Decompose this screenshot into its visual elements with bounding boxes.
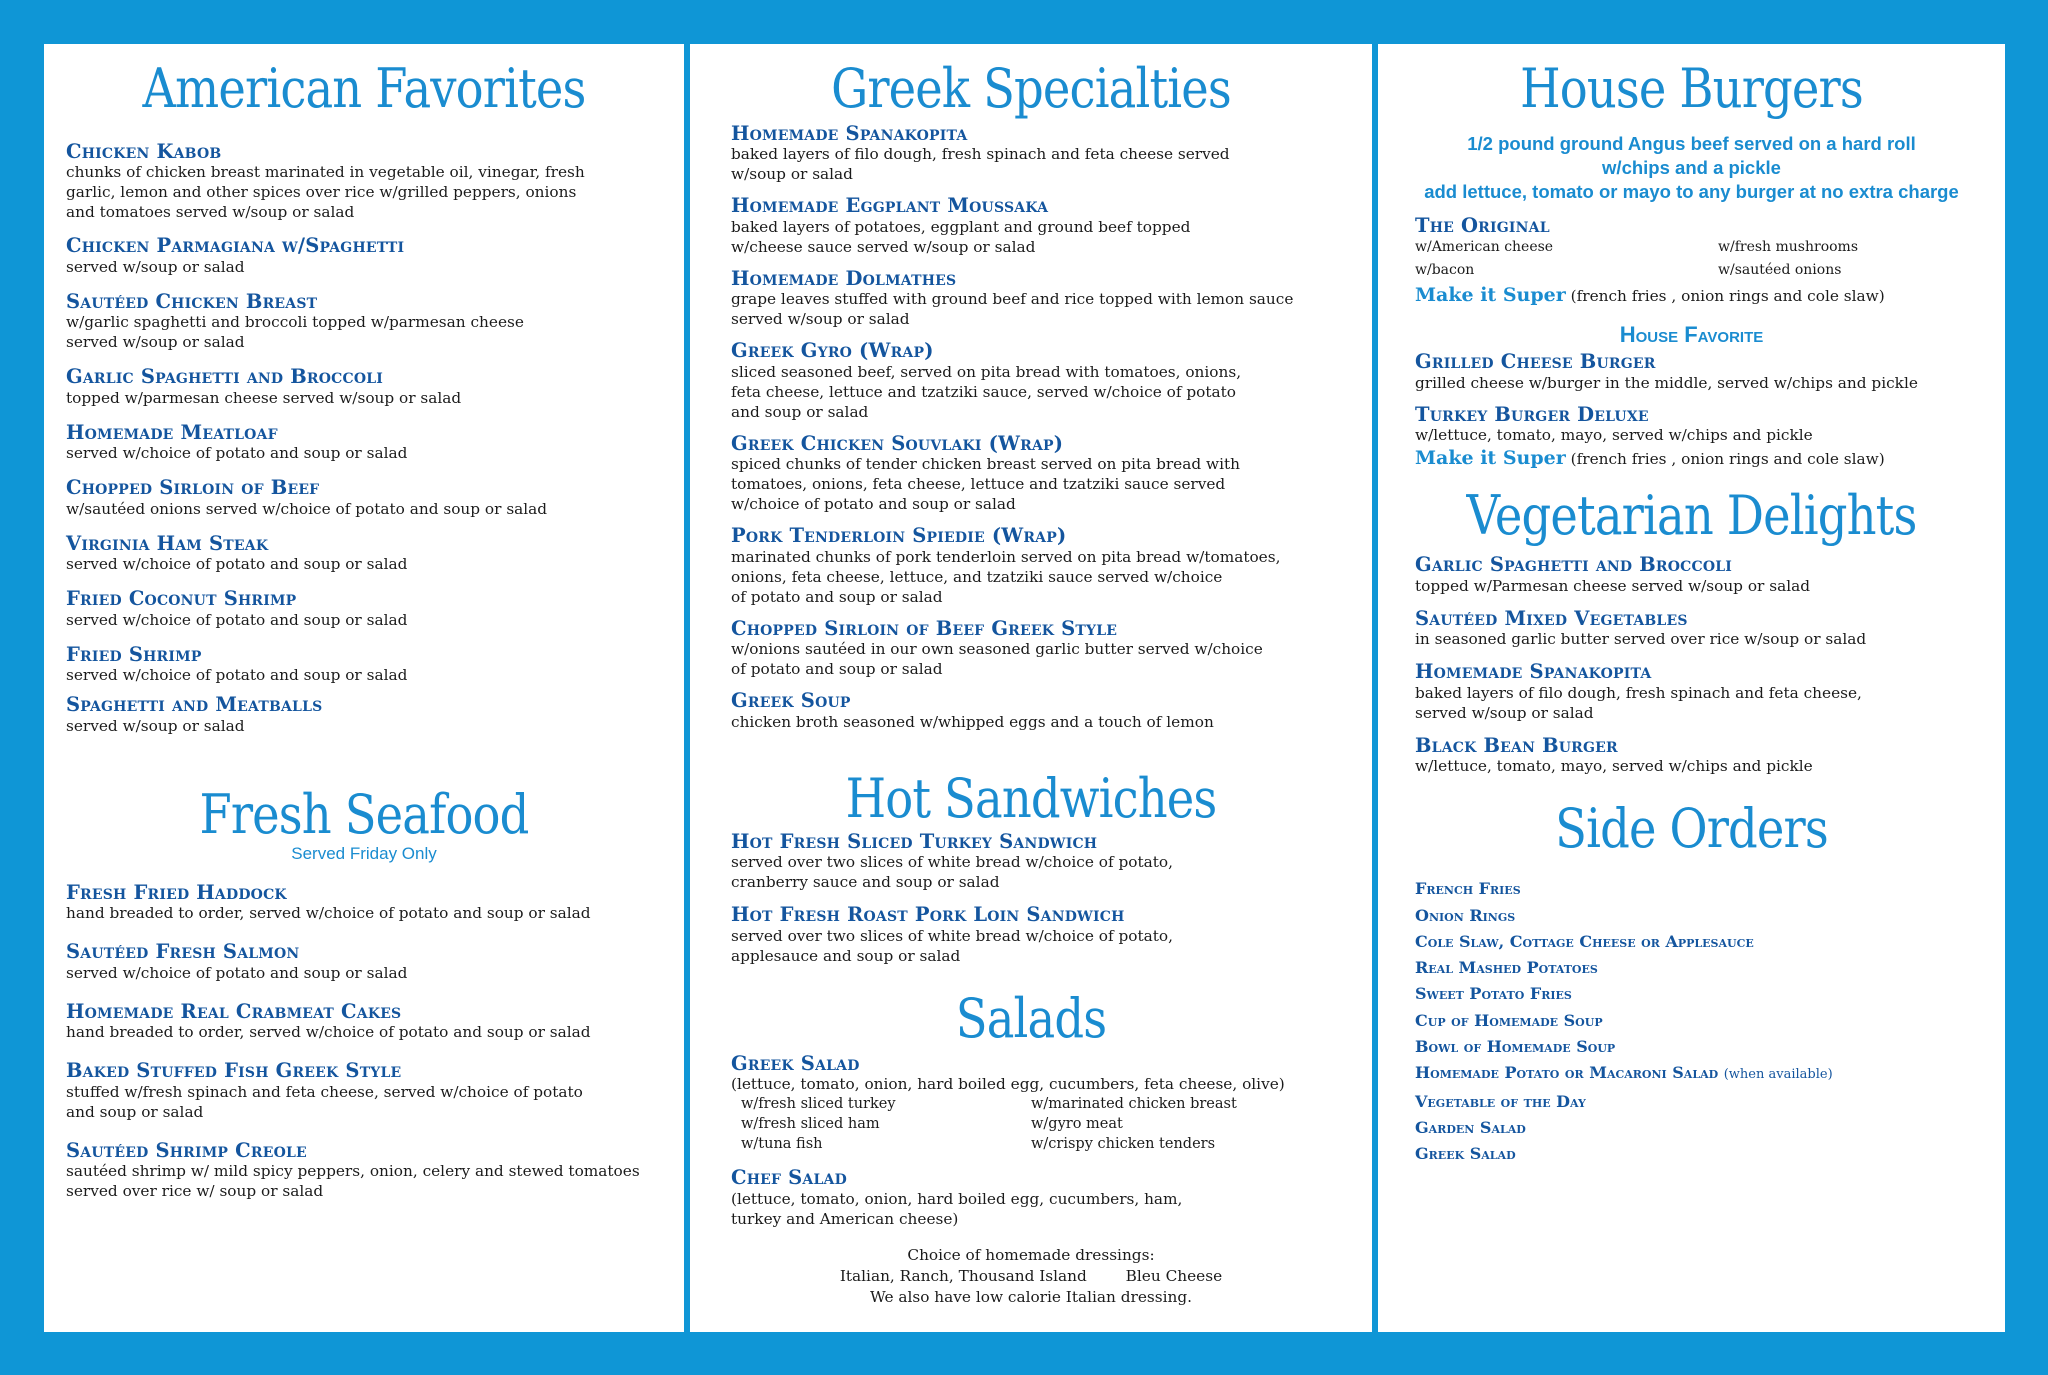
menu-item-description: sliced seasoned beef, served on pita bread with tomatoes, onions, feta cheese, lettuce and tzatziki sauce, served w/choice of potato and soup or salad	[731, 362, 1242, 421]
menu-item-description: served w/soup or salad	[66, 716, 245, 735]
menu-item	[1415, 733, 2005, 776]
menu-item	[1415, 402, 2005, 445]
menu-item-description: chunks of chicken breast marinated in vegetable oil, vinegar, fresh garlic, lemon and other spices over rice w/grilled peppers, onions and tomatoes served w/soup or salad	[66, 163, 585, 222]
menu-item-description: w/lettuce, tomato, mayo, served w/chips and pickle	[1415, 757, 1813, 776]
menu-item	[66, 1061, 684, 1121]
chef-salad-name: Chef Salad	[731, 1166, 847, 1190]
seafood-served-note: Served Friday Only	[291, 843, 437, 863]
menu-item	[1415, 352, 2005, 392]
side-order-item: Vegetable of the Day	[1415, 1091, 1586, 1111]
menu-item-name: Chopped Sirloin of Beef Greek Style	[731, 616, 1118, 640]
side-order-item: Onion Rings	[1415, 905, 1516, 925]
menu-item	[731, 266, 1372, 329]
menu-panel-center	[690, 44, 1372, 1332]
menu-item-name: Garlic Spaghetti and Broccoli	[1415, 553, 1733, 577]
make-it-super-line	[1415, 447, 2005, 469]
menu-item-description: marinated chunks of pork tenderloin served on pita bread w/tomatoes, onions, feta cheese, lettuce, and tzatziki sauce served w/choice of potato and soup or salad	[731, 547, 1281, 606]
house-burgers-title: House Burgers	[1520, 57, 1863, 120]
salad-option: w/gyro meat	[1031, 1116, 1123, 1133]
side-orders-list	[1415, 876, 2005, 1167]
menu-item-description: grape leaves stuffed with ground beef and rice topped with lemon sauce served w/soup or salad	[731, 290, 1294, 329]
menu-item-description: baked layers of potatoes, eggplant and ground beef topped w/cheese sauce served w/soup or salad	[731, 217, 1191, 256]
salad-option: w/crispy chicken tenders	[1031, 1136, 1216, 1153]
burger-option: w/American cheese	[1415, 239, 1554, 256]
make-it-super-label: Make it Super	[1415, 447, 1566, 470]
menu-item-name: Baked Stuffed Fish Greek Style	[66, 1059, 402, 1083]
menu-item-description: topped w/Parmesan cheese served w/soup or salad	[1415, 576, 1811, 595]
burger-option: w/sautéed onions	[1718, 262, 1842, 279]
menu-item	[66, 478, 684, 518]
menu-item-description: served w/choice of potato and soup or salad	[66, 555, 408, 574]
side-order-item: Cole Slaw, Cottage Cheese or Applesauce	[1415, 931, 1754, 951]
fresh-seafood-title: Fresh Seafood	[199, 782, 529, 846]
side-order-item: Greek Salad	[1415, 1144, 1516, 1164]
menu-item-name: Fresh Fried Haddock	[66, 880, 287, 904]
salad-option: w/fresh sliced ham	[741, 1116, 880, 1133]
menu-item-description: stuffed w/fresh spinach and feta cheese, served w/choice of potato and soup or salad	[66, 1082, 583, 1121]
menu-item-description: in seasoned garlic butter served over rice w/soup or salad	[1415, 630, 1867, 649]
menu-item	[66, 589, 684, 629]
menu-item-name: Black Bean Burger	[1415, 733, 1618, 757]
menu-item-name: Hot Fresh Sliced Turkey Sandwich	[731, 829, 1098, 853]
burger-option: w/bacon	[1415, 262, 1475, 279]
greek-salad-description: (lettuce, tomato, onion, hard boiled egg, cucumbers, feta cheese, olive)	[731, 1075, 1285, 1094]
menu-item-description: chicken broth seasoned w/whipped eggs and a touch of lemon	[731, 712, 1214, 731]
menu-item-name: Chicken Parmagiana w/Spaghetti	[66, 234, 405, 258]
side-order-item: French Fries	[1415, 879, 1521, 899]
make-it-super-text: (french fries , onion rings and cole slaw)	[1570, 450, 1885, 469]
menu-item	[731, 905, 1372, 965]
availability-note: (when available)	[1723, 1067, 1833, 1083]
menu-item	[66, 880, 684, 923]
menu-item-name: Pork Tenderloin Spiedie (Wrap)	[731, 524, 1067, 548]
side-order-item: Cup of Homemade Soup	[1415, 1010, 1603, 1030]
dressings-note: We also have low calorie Italian dressing.	[869, 1287, 1192, 1306]
menu-item	[66, 236, 684, 276]
menu-item	[66, 367, 684, 407]
menu-item	[731, 829, 1372, 892]
burgers-intro: 1/2 pound ground Angus beef served on a hard roll w/chips and a pickle add lettuce, tomato or mayo to any burger at no extra charge	[1424, 133, 1959, 202]
menu-item-description: hand breaded to order, served w/choice of potato and soup or salad	[66, 904, 591, 923]
salads-list	[731, 1051, 1372, 1308]
salad-option: w/tuna fish	[741, 1136, 823, 1153]
menu-item-name: Virginia Ham Steak	[66, 531, 269, 555]
seafood-list	[66, 880, 684, 1201]
menu-item-description: grilled cheese w/burger in the middle, served w/chips and pickle	[1415, 373, 1918, 392]
side-order-item: Garden Salad	[1415, 1117, 1526, 1137]
original-burger-options	[1415, 236, 2005, 282]
menu-item-name: Greek Gyro (Wrap)	[731, 339, 934, 363]
menu-item	[66, 142, 684, 222]
dressings-heading: Choice of homemade dressings:	[907, 1245, 1155, 1264]
menu-item-name: Garlic Spaghetti and Broccoli	[66, 365, 384, 389]
menu-item-name: Homemade Dolmathes	[731, 266, 957, 290]
menu-item-description: served w/choice of potato and soup or salad	[66, 963, 408, 982]
side-order-item: Sweet Potato Fries	[1415, 984, 1572, 1004]
american-favorites-title: American Favorites	[142, 57, 586, 120]
menu-item-description: spiced chunks of tender chicken breast served on pita bread with tomatoes, onions, feta cheese, lettuce and tzatziki sauce served w/choice of potato and soup or salad	[731, 455, 1240, 514]
menu-item	[66, 942, 684, 982]
menu-item-name: Homemade Real Crabmeat Cakes	[66, 999, 402, 1023]
menu-item-description: baked layers of filo dough, fresh spinach and feta cheese, served w/soup or salad	[1415, 683, 1862, 722]
menu-item-name: Fried Shrimp	[66, 642, 202, 666]
menu-item	[731, 526, 1372, 606]
side-orders-title: Side Orders	[1555, 797, 1828, 861]
menu-item-name: Hot Fresh Roast Pork Loin Sandwich	[731, 903, 1125, 927]
menu-item	[66, 695, 684, 735]
menu-item-name: Homemade Eggplant Moussaka	[731, 194, 1049, 218]
menu-item-name: Sautéed Mixed Vegetables	[1415, 606, 1688, 630]
menu-item	[66, 289, 684, 352]
menu-item-name: Homemade Spanakopita	[1415, 660, 1652, 684]
salad-option: w/marinated chicken breast	[1031, 1096, 1237, 1113]
menu-item-description: w/lettuce, tomato, mayo, served w/chips and pickle	[1415, 426, 1813, 445]
menu-item	[731, 431, 1372, 514]
greek-specialties-title: Greek Specialties	[831, 57, 1231, 120]
menu-panel-left	[44, 44, 684, 1332]
menu-item-name: Greek Chicken Souvlaki (Wrap)	[731, 431, 1064, 455]
salad-option: w/fresh sliced turkey	[741, 1096, 896, 1113]
house-favorite-list	[1415, 352, 2005, 469]
burger-option: w/fresh mushrooms	[1718, 239, 1859, 256]
menu-item	[731, 196, 1372, 256]
menu-item-description: served over two slices of white bread w/choice of potato, cranberry sauce and soup or salad	[731, 853, 1173, 892]
menu-item-description: baked layers of filo dough, fresh spinach and feta cheese served w/soup or salad	[731, 145, 1230, 184]
menu-item	[731, 341, 1372, 421]
chef-salad-description: (lettuce, tomato, onion, hard boiled egg, cucumbers, ham, turkey and American cheese)	[731, 1189, 1183, 1228]
menu-item-description: hand breaded to order, served w/choice of potato and soup or salad	[66, 1023, 591, 1042]
menu-item	[66, 642, 684, 685]
greek-salad-options	[731, 1094, 1372, 1154]
menu-item-name: Homemade Spanakopita	[731, 122, 968, 145]
hot-sandwiches-title: Hot Sandwiches	[845, 766, 1217, 830]
menu-item-name: Sautéed Chicken Breast	[66, 289, 318, 313]
greek-specialties-list	[731, 124, 1372, 732]
hot-sandwiches-list	[731, 829, 1372, 966]
menu-item-name: Chopped Sirloin of Beef	[66, 476, 320, 500]
vegetarian-delights-title: Vegetarian Delights	[1466, 484, 1917, 548]
side-order-item: Bowl of Homemade Soup	[1415, 1037, 1616, 1057]
menu-item-name: Spaghetti and Meatballs	[66, 693, 323, 717]
menu-item-name: Fried Coconut Shrimp	[66, 587, 297, 611]
menu-item-name: Sautéed Shrimp Creole	[66, 1138, 307, 1162]
menu-item-description: served over two slices of white bread w/choice of potato, applesauce and soup or salad	[731, 926, 1173, 965]
menu-item-description: w/sautéed onions served w/choice of potato and soup or salad	[66, 499, 548, 518]
menu-item	[66, 999, 684, 1042]
menu-item-name: Homemade Meatloaf	[66, 420, 278, 444]
menu-item	[66, 420, 684, 463]
menu-item-description: w/onions sautéed in our own seasoned garlic butter served w/choice of potato and soup or salad	[731, 640, 1263, 679]
menu-item-name: Chicken Kabob	[66, 140, 222, 163]
menu-item-name: Turkey Burger Deluxe	[1415, 402, 1649, 426]
side-order-label: Homemade Potato or Macaroni Salad	[1415, 1063, 1719, 1083]
menu-item-description: w/garlic spaghetti and broccoli topped w/parmesan cheese served w/soup or salad	[66, 313, 524, 352]
dressings-block	[690, 1245, 1372, 1308]
menu-item-description: served w/choice of potato and soup or salad	[66, 444, 408, 463]
menu-panel-right	[1378, 44, 2005, 1332]
make-it-super-label: Make it Super	[1415, 284, 1566, 307]
greek-salad-name: Greek Salad	[731, 1051, 860, 1075]
side-order-item: Real Mashed Potatoes	[1415, 958, 1598, 978]
menu-item-description: served w/choice of potato and soup or salad	[66, 666, 408, 685]
menu-item	[731, 691, 1372, 731]
original-burger	[1415, 216, 2005, 306]
menu-item-name: The Original	[1415, 214, 1550, 237]
make-it-super-text: (french fries , onion rings and cole slaw)	[1570, 287, 1885, 306]
menu-item	[731, 616, 1372, 679]
menu-item	[66, 1138, 684, 1201]
house-favorite-heading: House Favorite	[1619, 322, 1764, 348]
menu-item-name: Sautéed Fresh Salmon	[66, 940, 300, 964]
salads-title: Salads	[955, 986, 1107, 1050]
menu-item	[731, 124, 1372, 184]
menu-item	[1415, 662, 2005, 722]
menu-item-description: sautéed shrimp w/ mild spicy peppers, onion, celery and stewed tomatoes served over rice w/ soup or salad	[66, 1162, 640, 1201]
menu-item	[1415, 555, 2005, 595]
menu-item-name: Greek Soup	[731, 689, 851, 713]
side-order-item-with-note	[1415, 1060, 2005, 1088]
make-it-super-line	[1415, 284, 2005, 306]
vegetarian-list	[1415, 555, 2005, 776]
menu-item	[66, 531, 684, 574]
menu-item-description: served w/soup or salad	[66, 257, 245, 276]
menu-item-description: topped w/parmesan cheese served w/soup or salad	[66, 388, 462, 407]
menu-item-name: Grilled Cheese Burger	[1415, 350, 1656, 374]
dressings-list: Italian, Ranch, Thousand Island Bleu Cheese	[839, 1266, 1223, 1285]
american-favorites-list	[66, 142, 684, 736]
menu-item	[1415, 606, 2005, 649]
menu-item-description: served w/choice of potato and soup or salad	[66, 610, 408, 629]
